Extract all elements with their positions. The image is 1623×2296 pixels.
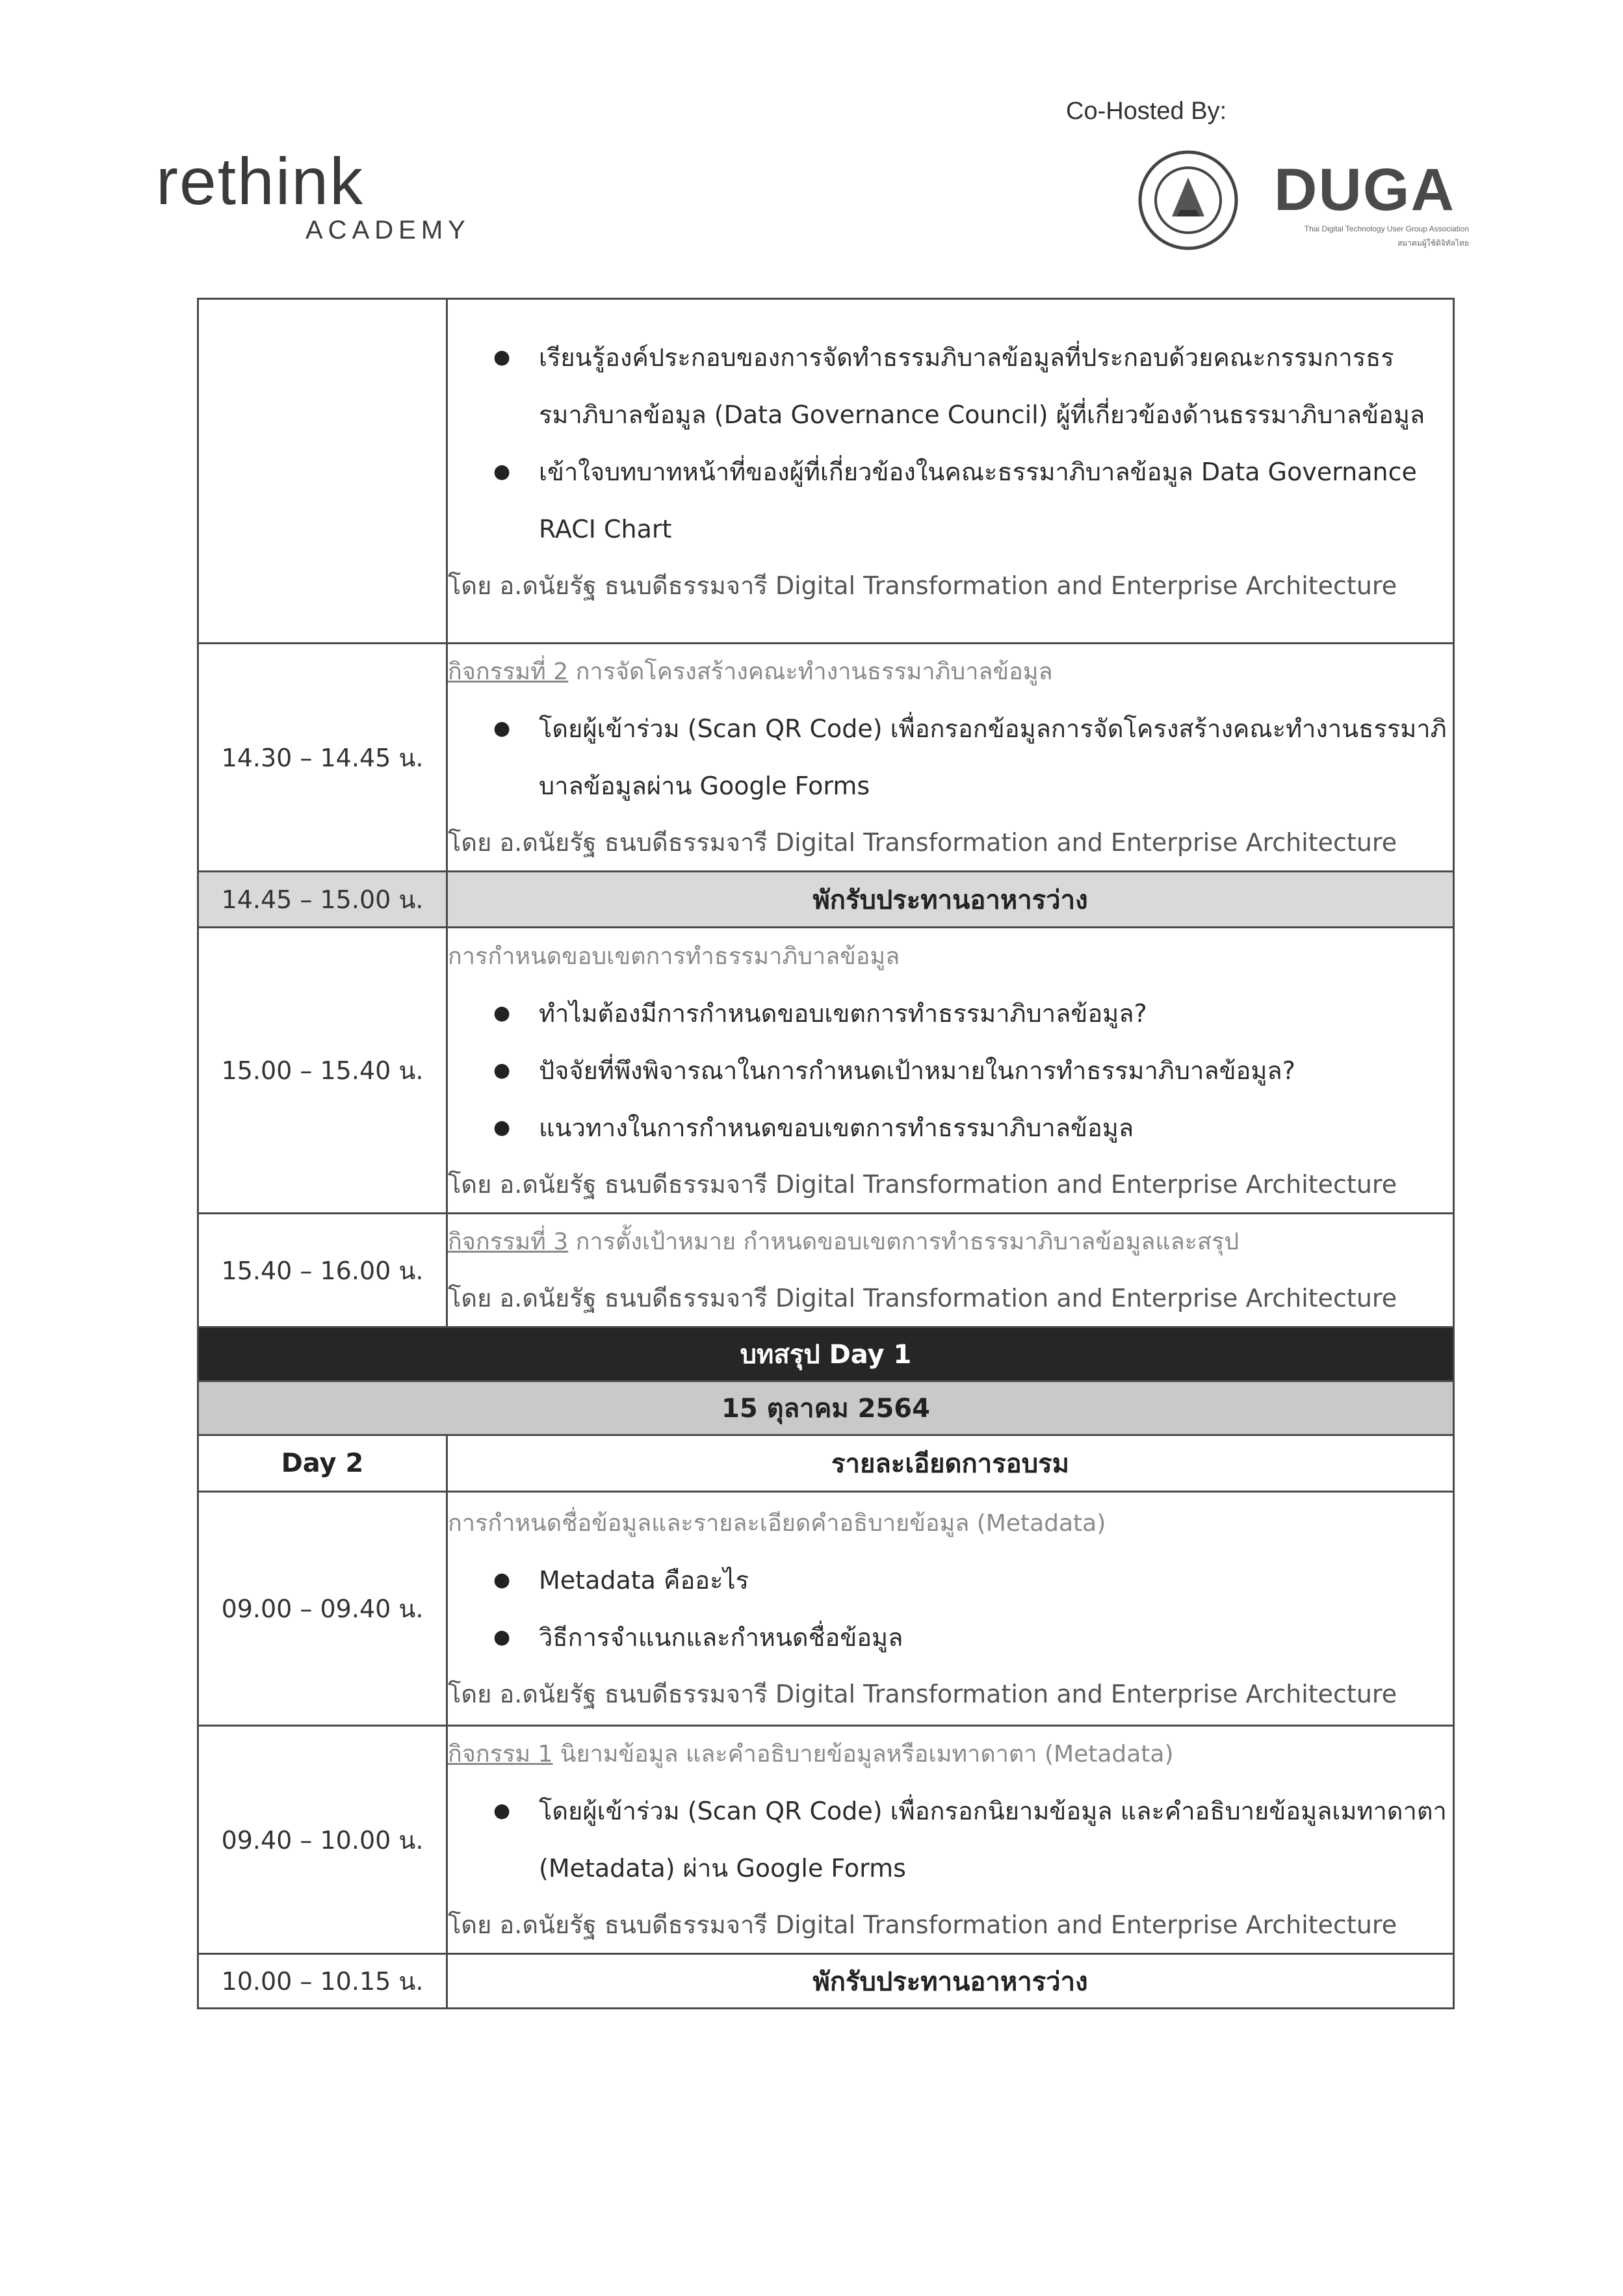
speaker-line: โดย อ.ดนัยรัฐ ธนบดีธรรมจารี Digital Transformation and Enterprise Architecture xyxy=(448,571,1397,600)
date-label: 15 ตุลาคม 2564 xyxy=(198,1381,1454,1435)
time-cell: 09.40 – 10.00 น. xyxy=(198,1726,447,1954)
bullet-list xyxy=(448,329,1453,558)
ministry-seal-icon xyxy=(1136,148,1240,252)
break-label: พักรับประทานอาหารว่าง xyxy=(447,1954,1454,2009)
day-label: Day 2 xyxy=(198,1435,447,1492)
bullet-item: ● โดยผู้เข้าร่วม (Scan QR Code) เพื่อกรอกข้อมูลการจัดโครงสร้างคณะทำงานธรรมาภิบาลข้อมูลผ่าน Google Forms xyxy=(539,700,1453,815)
duga-logo-text: DUGA xyxy=(1274,157,1455,223)
detail-cell xyxy=(447,1214,1454,1327)
table-row xyxy=(198,644,1454,872)
break-label: พักรับประทานอาหารว่าง xyxy=(447,872,1454,928)
speaker-line: โดย อ.ดนัยรัฐ ธนบดีธรรมจารี Digital Transformation and Enterprise Architecture xyxy=(448,1911,1397,1939)
brand-sub-text: ACADEMY xyxy=(305,216,471,244)
speaker-line: โดย อ.ดนัยรัฐ ธนบดีธรรมจารี Digital Transformation and Enterprise Architecture xyxy=(448,1284,1397,1312)
table-row xyxy=(198,872,1454,928)
activity-title xyxy=(448,644,1453,700)
activity-text: การจัดโครงสร้างคณะทำงานธรรมาภิบาลข้อมูล xyxy=(568,659,1053,685)
bullet-item: ● แนวทางในการกำหนดขอบเขตการทำธรรมาภิบาลข้อมูล xyxy=(539,1099,1453,1156)
bullet-list xyxy=(448,985,1453,1156)
day-header-row xyxy=(198,1435,1454,1492)
rethink-academy-logo xyxy=(156,144,471,245)
summary-label: บทสรุป Day 1 xyxy=(198,1327,1454,1381)
cohost-label: Co-Hosted By: xyxy=(1066,98,1227,125)
detail-header: รายละเอียดการอบรม xyxy=(447,1435,1454,1492)
duga-subtitle-thai: สมาคมผู้ใช้ดิจิทัลไทย xyxy=(1397,239,1469,248)
table-row xyxy=(198,299,1454,644)
bullet-list xyxy=(448,700,1453,815)
activity-text: การตั้งเป้าหมาย กำหนดขอบเขตการทำธรรมาภิบาลข้อมูลและสรุป xyxy=(568,1229,1240,1255)
detail-cell xyxy=(447,928,1454,1214)
date-row xyxy=(198,1381,1454,1435)
topic-title: การกำหนดขอบเขตการทำธรรมาภิบาลข้อมูล xyxy=(448,943,900,970)
detail-cell xyxy=(447,1726,1454,1954)
time-cell: 15.00 – 15.40 น. xyxy=(198,928,447,1214)
bullet-item: ● ปัจจัยที่พึงพิจารณาในการกำหนดเป้าหมายในการทำธรรมาภิบาลข้อมูล? xyxy=(539,1042,1453,1099)
bullet-item: ● ทำไมต้องมีการกำหนดขอบเขตการทำธรรมาภิบาลข้อมูล? xyxy=(539,985,1453,1042)
table-row xyxy=(198,1492,1454,1726)
table-row xyxy=(198,928,1454,1214)
bullet-item: ● วิธีการจำแนกและกำหนดชื่อข้อมูล xyxy=(539,1609,1453,1666)
activity-title xyxy=(448,1727,1453,1782)
time-cell: 09.00 – 09.40 น. xyxy=(198,1492,447,1726)
detail-cell xyxy=(447,644,1454,872)
speaker-line: โดย อ.ดนัยรัฐ ธนบดีธรรมจารี Digital Transformation and Enterprise Architecture xyxy=(448,1679,1397,1708)
table-row xyxy=(198,1214,1454,1327)
activity-text: นิยามข้อมูล และคำอธิบายข้อมูลหรือเมทาดาตา (Metadata) xyxy=(552,1741,1174,1768)
activity-label: กิจกรรมที่ 3 xyxy=(448,1229,569,1255)
time-cell: 14.45 – 15.00 น. xyxy=(198,872,447,928)
detail-cell xyxy=(447,299,1454,644)
bullet-item: ● เข้าใจบทบาทหน้าที่ของผู้ที่เกี่ยวข้องในคณะธรรมาภิบาลข้อมูล Data Governance RACI Chart xyxy=(539,443,1453,558)
detail-cell xyxy=(447,1492,1454,1726)
schedule-table xyxy=(197,298,1455,2009)
brand-main-text: rethink xyxy=(156,144,365,218)
topic-title: การกำหนดชื่อข้อมูลและรายละเอียดคำอธิบายข้อมูล (Metadata) xyxy=(448,1509,1106,1537)
time-cell: 15.40 – 16.00 น. xyxy=(198,1214,447,1327)
bullet-item: ● Metadata คืออะไร xyxy=(539,1552,1453,1609)
bullet-item: ● โดยผู้เข้าร่วม (Scan QR Code) เพื่อกรอกนิยามข้อมูล และคำอธิบายข้อมูลเมทาดาตา (Metadata) ผ่าน Google Forms xyxy=(539,1782,1453,1897)
activity-title xyxy=(448,1214,1453,1270)
time-cell: 10.00 – 10.15 น. xyxy=(198,1954,447,2009)
time-cell: 14.30 – 14.45 น. xyxy=(198,644,447,872)
bullet-list xyxy=(448,1552,1453,1666)
time-cell xyxy=(198,299,447,644)
activity-label: กิจกรรมที่ 2 xyxy=(448,659,569,685)
table-row xyxy=(198,1726,1454,1954)
table-row xyxy=(198,1954,1454,2009)
speaker-line: โดย อ.ดนัยรัฐ ธนบดีธรรมจารี Digital Transformation and Enterprise Architecture xyxy=(448,828,1397,857)
bullet-item: ● เรียนรู้องค์ประกอบของการจัดทำธรรมภิบาลข้อมูลที่ประกอบด้วยคณะกรรมการธรรมาภิบาลข้อมูล (Data Governance Council) ผู้ที่เกี่ยวข้องด้านธรรมาภิบาลข้อมูล xyxy=(539,329,1453,443)
speaker-line: โดย อ.ดนัยรัฐ ธนบดีธรรมจารี Digital Transformation and Enterprise Architecture xyxy=(448,1169,1397,1199)
activity-label: กิจกรรม 1 xyxy=(448,1741,553,1768)
summary-row xyxy=(198,1327,1454,1381)
bullet-list xyxy=(448,1782,1453,1897)
duga-subtitle: Thai Digital Technology User Group Association xyxy=(1304,224,1469,233)
